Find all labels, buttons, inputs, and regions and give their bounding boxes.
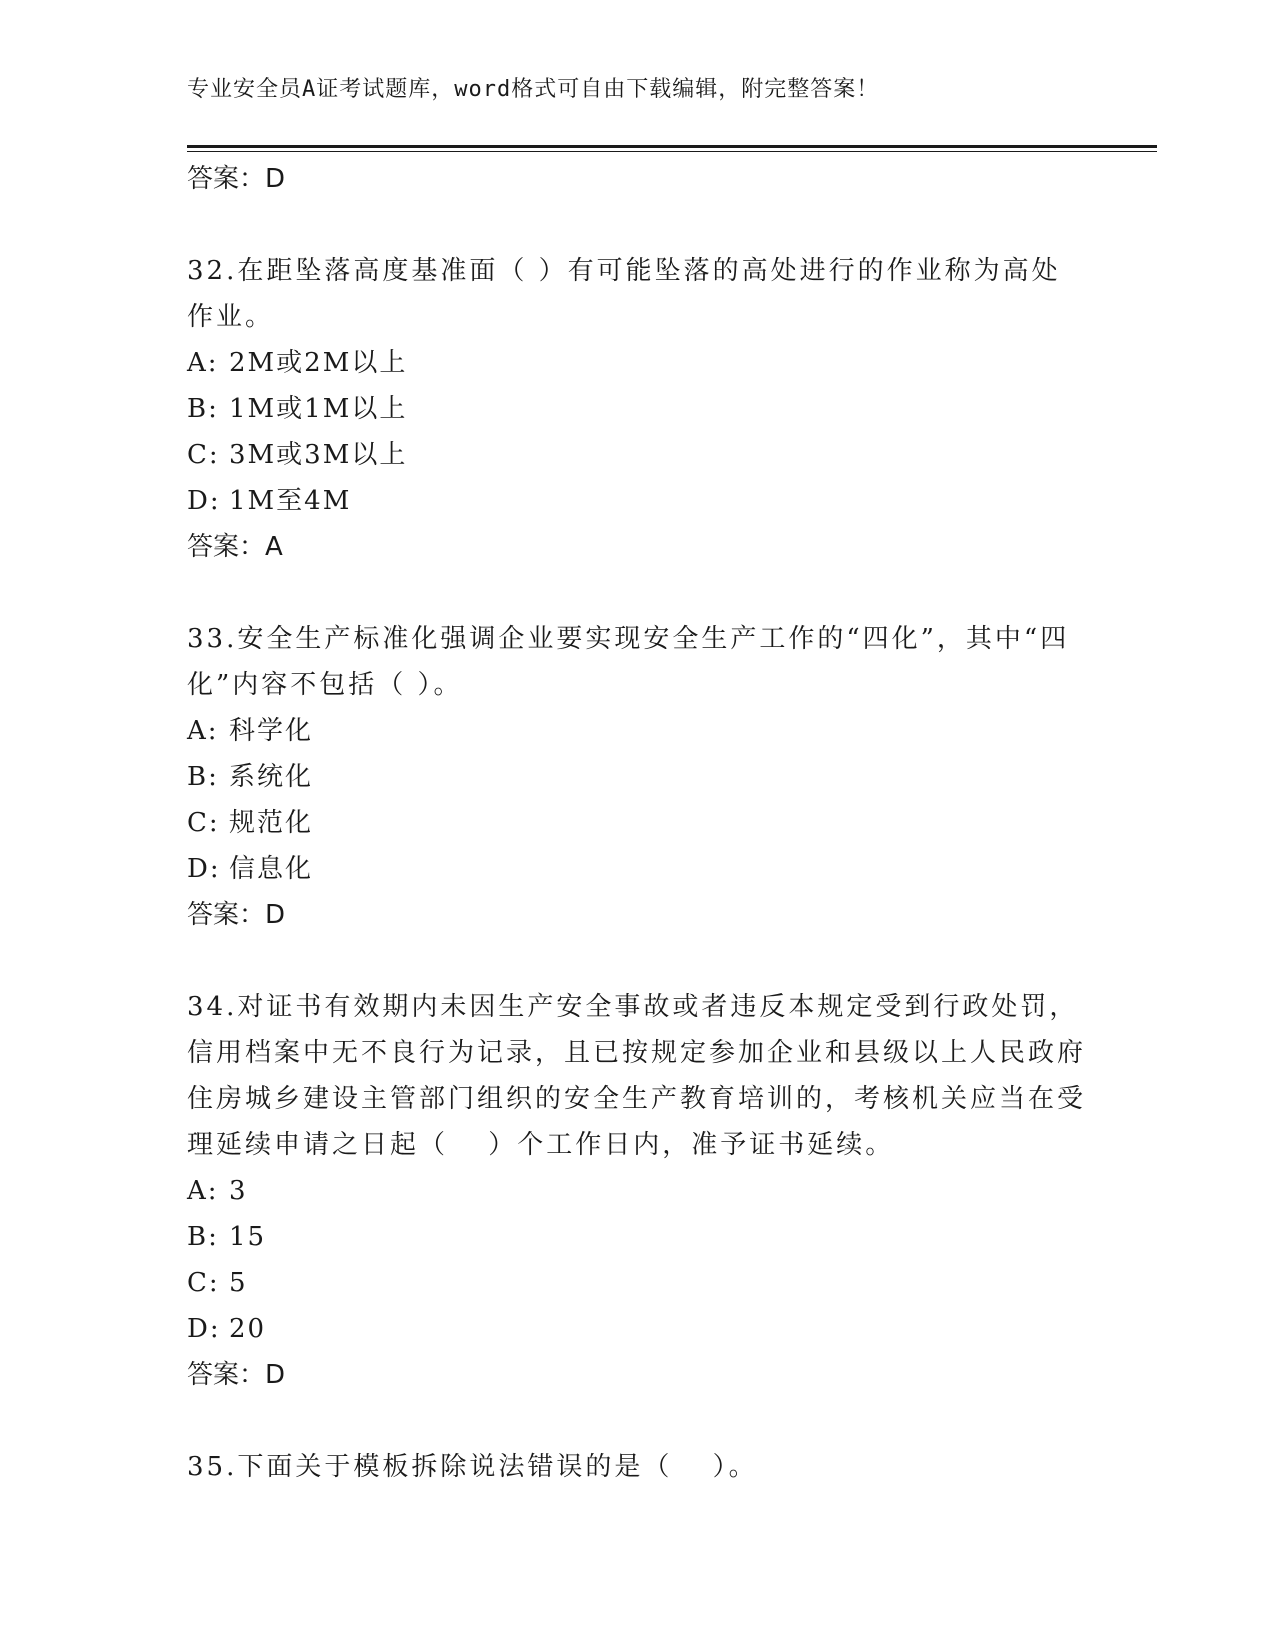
option-d <box>187 478 1087 524</box>
header-divider <box>187 145 1157 148</box>
option-text: 系统化 <box>229 762 314 792</box>
option-text: 科学化 <box>229 716 314 746</box>
question-32 <box>187 248 1087 570</box>
answer-line: 答案：D <box>187 164 286 194</box>
option-b <box>187 1214 1087 1260</box>
option-text: 1M至4M <box>229 486 352 516</box>
question-35 <box>187 1444 1087 1490</box>
answer-line: 答案：D <box>187 1360 286 1390</box>
option-key: C: <box>187 808 220 838</box>
option-text: 信息化 <box>229 854 314 884</box>
option-a <box>187 708 1087 754</box>
option-d <box>187 1306 1087 1352</box>
option-b <box>187 386 1087 432</box>
option-key: A: <box>187 348 219 378</box>
page-header: 专业安全员A证考试题库，word格式可自由下载编辑，附完整答案！ <box>187 77 880 102</box>
question-34 <box>187 984 1087 1398</box>
option-c <box>187 800 1087 846</box>
option-text: 规范化 <box>229 808 314 838</box>
question-stem: 32.在距坠落高度基准面（ ）有可能坠落的高处进行的作业称为高处作业。 <box>187 256 1061 332</box>
question-stem: 35.下面关于模板拆除说法错误的是（ ）。 <box>187 1452 758 1482</box>
option-key: A: <box>187 716 219 746</box>
option-b <box>187 754 1087 800</box>
option-c <box>187 1260 1087 1306</box>
option-text: 3 <box>229 1176 248 1206</box>
option-text: 15 <box>229 1222 267 1252</box>
option-text: 3M或3M以上 <box>229 440 408 470</box>
option-key: A: <box>187 1176 219 1206</box>
option-key: B: <box>187 762 219 792</box>
header-divider-thin <box>187 151 1157 152</box>
question-stem: 33.安全生产标准化强调企业要实现安全生产工作的“四化”，其中“四化”内容不包括（ ）。 <box>187 624 1070 700</box>
option-a <box>187 340 1087 386</box>
option-key: D: <box>187 1314 221 1344</box>
question-content <box>187 156 1087 1490</box>
question-stem: 34.对证书有效期内未因生产安全事故或者违反本规定受到行政处罚，信用档案中无不良行为记录，且已按规定参加企业和县级以上人民政府住房城乡建设主管部门组织的安全生产教育培训的，考核机关应当在受理延续申请之日起（ ）个工作日内，准予证书延续。 <box>187 992 1087 1160</box>
option-c <box>187 432 1087 478</box>
option-key: D: <box>187 854 221 884</box>
option-text: 5 <box>229 1268 248 1298</box>
option-text: 2M或2M以上 <box>229 348 408 378</box>
option-key: C: <box>187 440 220 470</box>
option-key: B: <box>187 1222 219 1252</box>
question-33 <box>187 616 1087 938</box>
option-key: D: <box>187 486 221 516</box>
option-text: 20 <box>229 1314 267 1344</box>
option-key: B: <box>187 394 219 424</box>
option-key: C: <box>187 1268 220 1298</box>
option-d <box>187 846 1087 892</box>
answer-line: 答案：A <box>187 532 283 562</box>
option-text: 1M或1M以上 <box>229 394 408 424</box>
answer-line: 答案：D <box>187 900 286 930</box>
option-a <box>187 1168 1087 1214</box>
